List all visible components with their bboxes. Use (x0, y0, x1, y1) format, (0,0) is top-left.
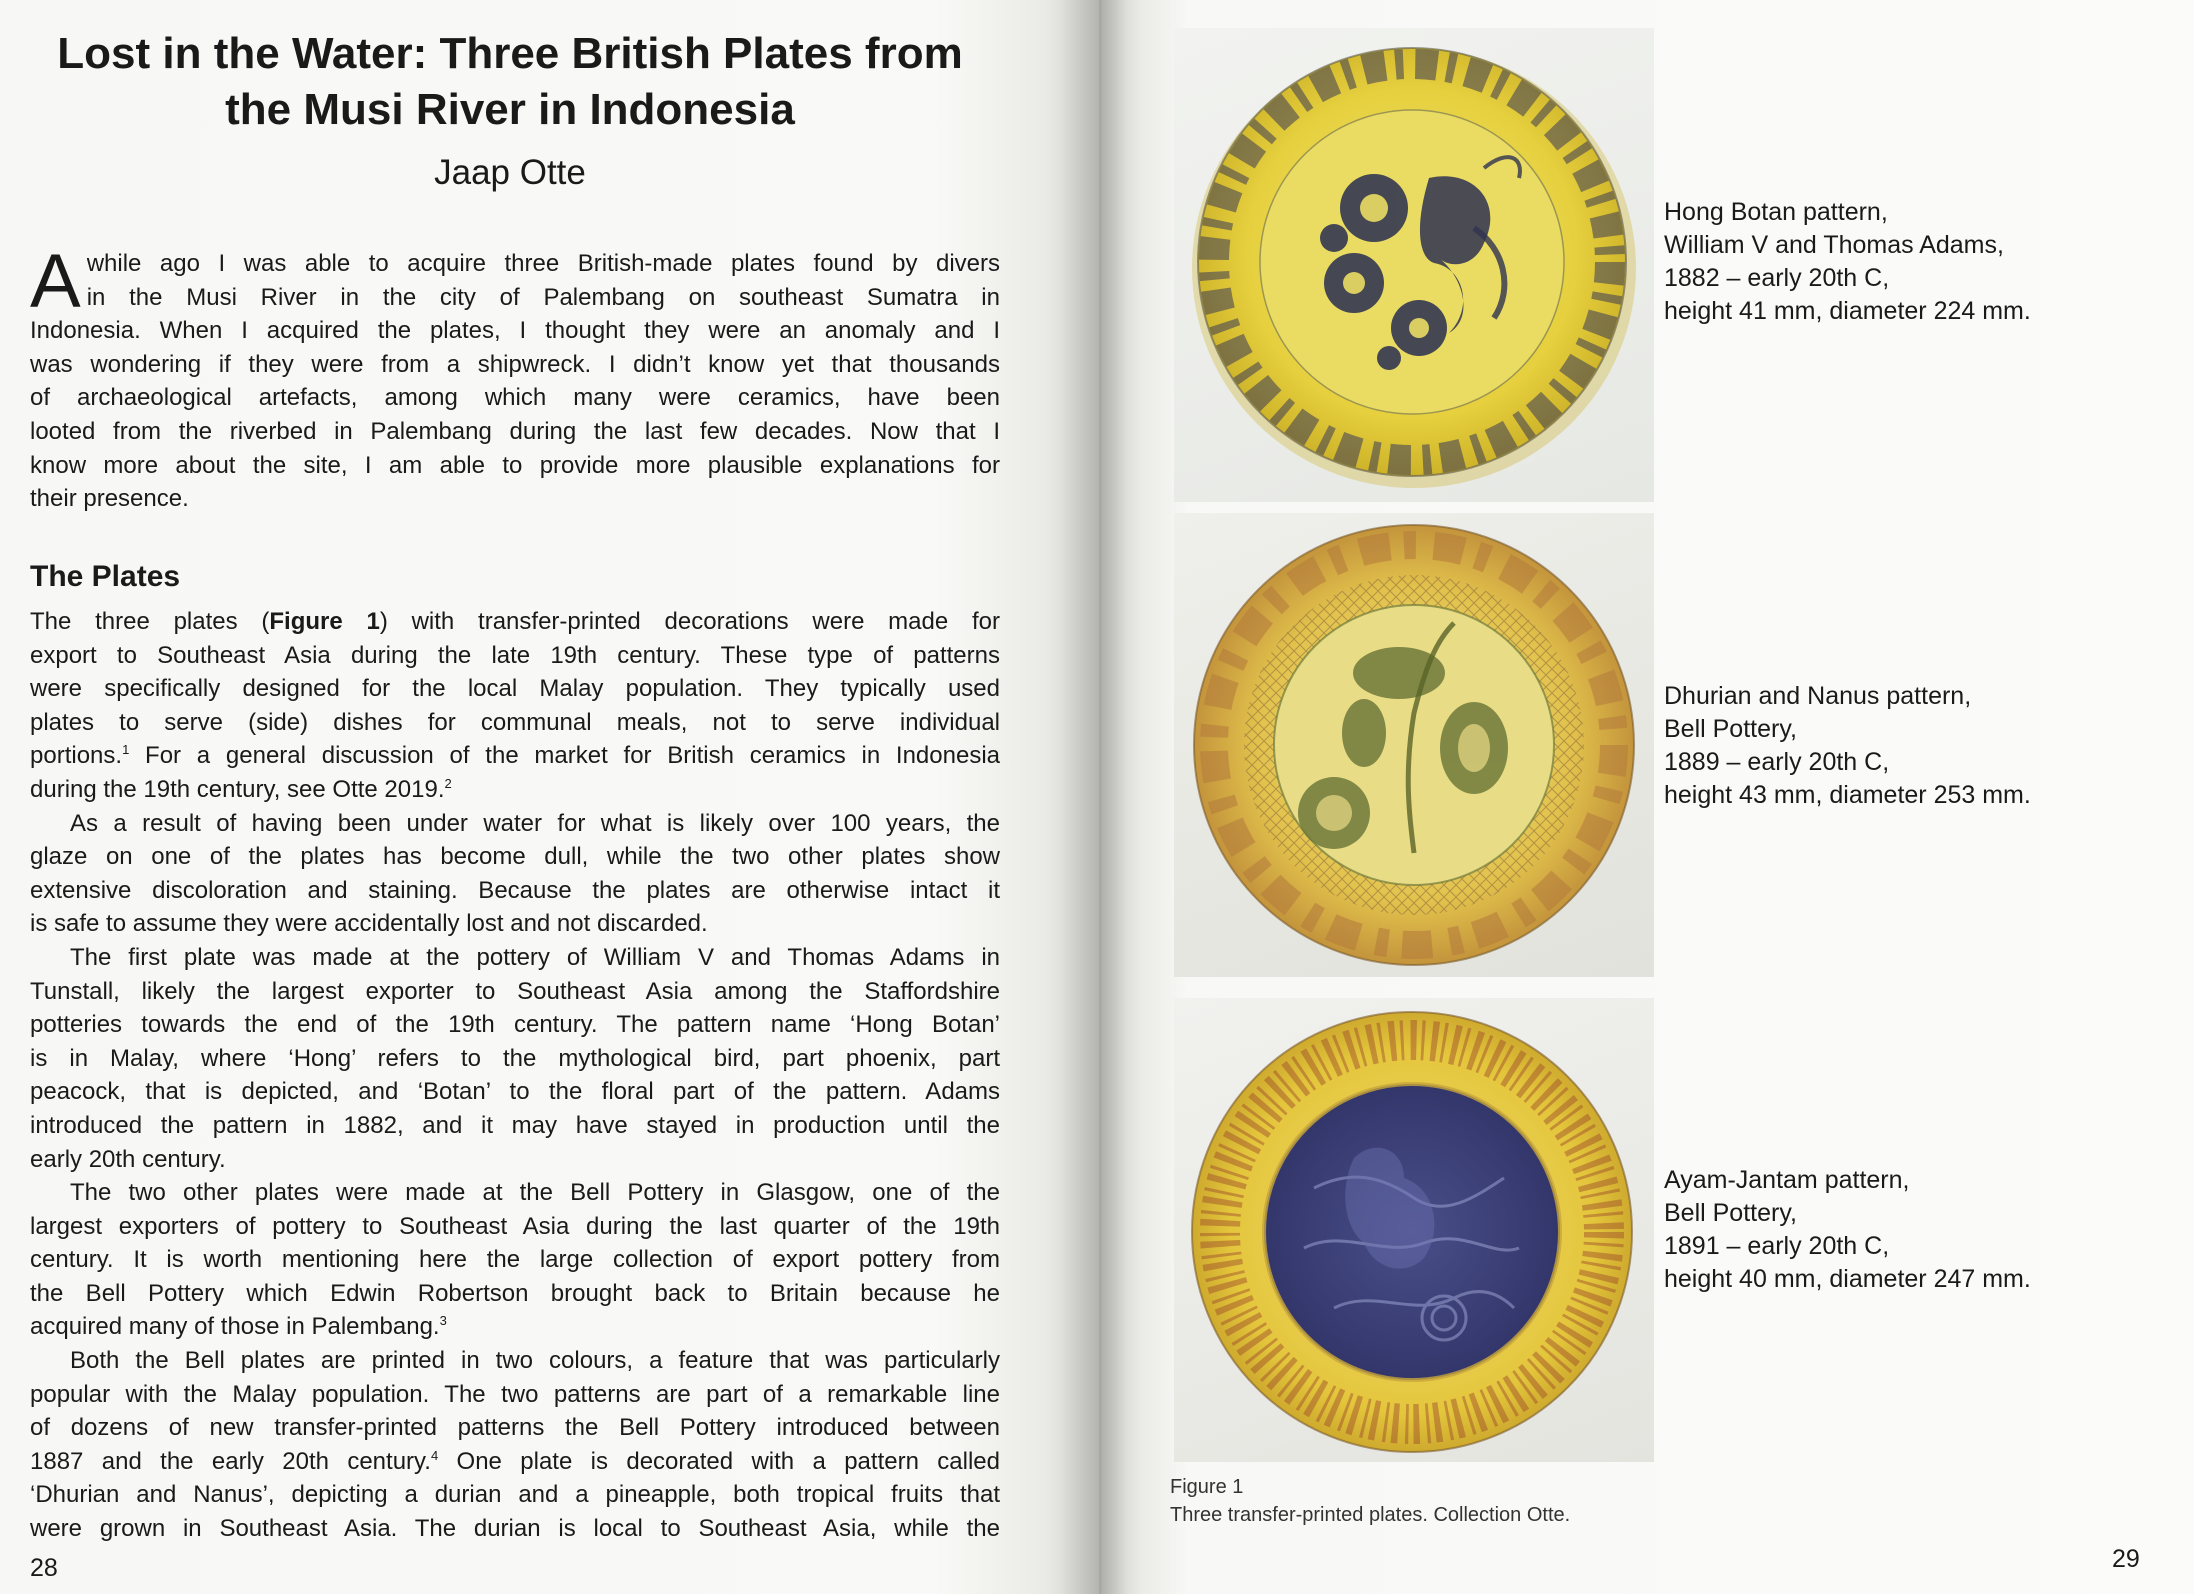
caption-maker: William V and Thomas Adams, (1664, 231, 2004, 259)
dhurian-nanus-plate-image (1174, 513, 1654, 977)
text-line: early 20th century. (30, 1145, 226, 1173)
caption-size: height 41 mm, diameter 224 mm. (1664, 297, 2031, 325)
text-line: peacock, that is depicted, and ‘Botan’ to the floral part of the pattern. Adams (30, 1078, 1000, 1106)
text-line: largest exporters of pottery to Southeast Asia during the last quarter of the 19th (30, 1212, 1000, 1240)
text-line: The two other plates were made at the Bell Pottery in Glasgow, one of the (70, 1179, 1000, 1207)
article-title (30, 26, 990, 138)
text-line: is in Malay, where ‘Hong’ refers to the mythological bird, part phoenix, part (30, 1044, 1000, 1072)
footnote-marker: 1 (122, 742, 130, 758)
text-line: was wondering if they were from a shipwreck. I didn’t know yet that thousands (30, 350, 1000, 378)
text-line: Indonesia. When I acquired the plates, I thought they were an anomaly and I (30, 317, 1000, 345)
drop-cap: A (30, 239, 81, 324)
text-line: looted from the riverbed in Palembang during the last few decades. Now that I (30, 417, 1000, 445)
text-line: The first plate was made at the pottery of William V and Thomas Adams in (70, 943, 1000, 971)
text-line: Tunstall, likely the largest exporter to Southeast Asia among the Staffordshire (30, 977, 1000, 1005)
text-line: export to Southeast Asia during the late 19th century. These type of patterns (30, 641, 1000, 669)
text-line: ‘Dhurian and Nanus’, depicting a durian and a pineapple, both tropical fruits that (30, 1481, 1000, 1509)
title-line-1: Lost in the Water: Three British Plates from (57, 29, 963, 78)
text-line: portions.$^1$ For a general discussion of the market for British ceramics in Indonesia (30, 742, 1000, 770)
plates-section-body (30, 605, 1000, 1546)
figure-caption (1170, 1473, 1770, 1529)
caption-dates: 1891 – early 20th C, (1664, 1232, 1890, 1260)
plate-caption-3 (1664, 1164, 2084, 1296)
section-heading: The Plates (30, 560, 181, 593)
caption-pattern: Hong Botan pattern, (1664, 198, 1888, 226)
plate-photo-hong-botan (1174, 28, 1654, 502)
plate-photo-ayam-jantam (1174, 998, 1654, 1462)
text-line: extensive discoloration and staining. Because the plates are otherwise intact it (30, 876, 1000, 904)
ayam-jantam-plate-image (1174, 998, 1654, 1462)
page-number-left: 28 (30, 1554, 58, 1582)
text-line: potteries towards the end of the 19th century. The pattern name ‘Hong Botan’ (30, 1011, 1000, 1039)
text-line: in the Musi River in the city of Palembang on southeast Sumatra in (86, 283, 1000, 311)
title-line-2: the Musi River in Indonesia (225, 85, 795, 134)
caption-dates: 1889 – early 20th C, (1664, 748, 1890, 776)
text-line: know more about the site, I am able to provide more plausible explanations for (30, 451, 1000, 479)
caption-pattern: Ayam-Jantam pattern, (1664, 1166, 1910, 1194)
author-name: Jaap Otte (434, 153, 586, 192)
page-number-right: 29 (2112, 1545, 2140, 1573)
text-line: of dozens of new transfer-printed patterns the Bell Pottery introduced between (30, 1414, 1000, 1442)
text-line: during the 19th century, see Otte 2019.$^2$ (30, 775, 452, 803)
caption-size: height 43 mm, diameter 253 mm. (1664, 781, 2031, 809)
plate-caption-1 (1664, 196, 2084, 328)
text-line: Both the Bell plates are printed in two colours, a feature that was particularly (70, 1347, 1000, 1375)
text-line: popular with the Malay population. The two patterns are part of a remarkable line (30, 1380, 1000, 1408)
footnote-marker: 4 (430, 1447, 439, 1463)
caption-maker: Bell Pottery, (1664, 715, 1797, 743)
caption-maker: Bell Pottery, (1664, 1199, 1797, 1227)
text-line: acquired many of those in Palembang.$^3$ (30, 1313, 447, 1341)
figure-reference: Figure 1 (269, 608, 380, 635)
caption-dates: 1882 – early 20th C, (1664, 264, 1890, 292)
hong-botan-plate-image (1174, 28, 1654, 502)
text-line: 1887 and the early 20th century.$^4$ One plate is decorated with a pattern called (30, 1447, 1000, 1475)
plate-photo-dhurian-nanus (1174, 513, 1654, 977)
footnote-marker: 2 (444, 775, 452, 791)
figure-caption-text: Three transfer-printed plates. Collection Otte. (1170, 1504, 1571, 1526)
text-line: were specifically designed for the local Malay population. They typically used (30, 675, 1000, 703)
text-line: century. It is worth mentioning here the large collection of export pottery from (30, 1246, 1000, 1274)
text-line: the Bell Pottery which Edwin Robertson brought back to Britain because he (30, 1279, 1000, 1307)
text-line: were grown in Southeast Asia. The durian is local to Southeast Asia, while the (30, 1515, 1000, 1543)
plate-caption-2 (1664, 680, 2084, 812)
footnote-marker: 3 (439, 1313, 447, 1329)
text-line: their presence. (30, 485, 189, 513)
text-line: while ago I was able to acquire three British-made plates found by divers (86, 250, 1000, 277)
caption-pattern: Dhurian and Nanus pattern, (1664, 682, 1972, 710)
text-line: is safe to assume they were accidentally lost and not discarded. (30, 910, 708, 938)
text-line: plates to serve (side) dishes for communal meals, not to serve individual (30, 708, 1000, 736)
text-line: glaze on one of the plates has become dull, while the two other plates show (30, 843, 1000, 871)
caption-size: height 40 mm, diameter 247 mm. (1664, 1265, 2031, 1293)
intro-paragraph (30, 239, 1000, 516)
text-line: introduced the pattern in 1882, and it may have stayed in production until the (30, 1111, 1000, 1139)
text-line: The three plates (Figure 1) with transfer-printed decorations were made for (30, 608, 1000, 635)
text-line: of archaeological artefacts, among which many were ceramics, have been (30, 384, 1000, 412)
text-line: As a result of having been under water for what is likely over 100 years, the (70, 809, 1000, 837)
figure-label: Figure 1 (1170, 1476, 1244, 1498)
